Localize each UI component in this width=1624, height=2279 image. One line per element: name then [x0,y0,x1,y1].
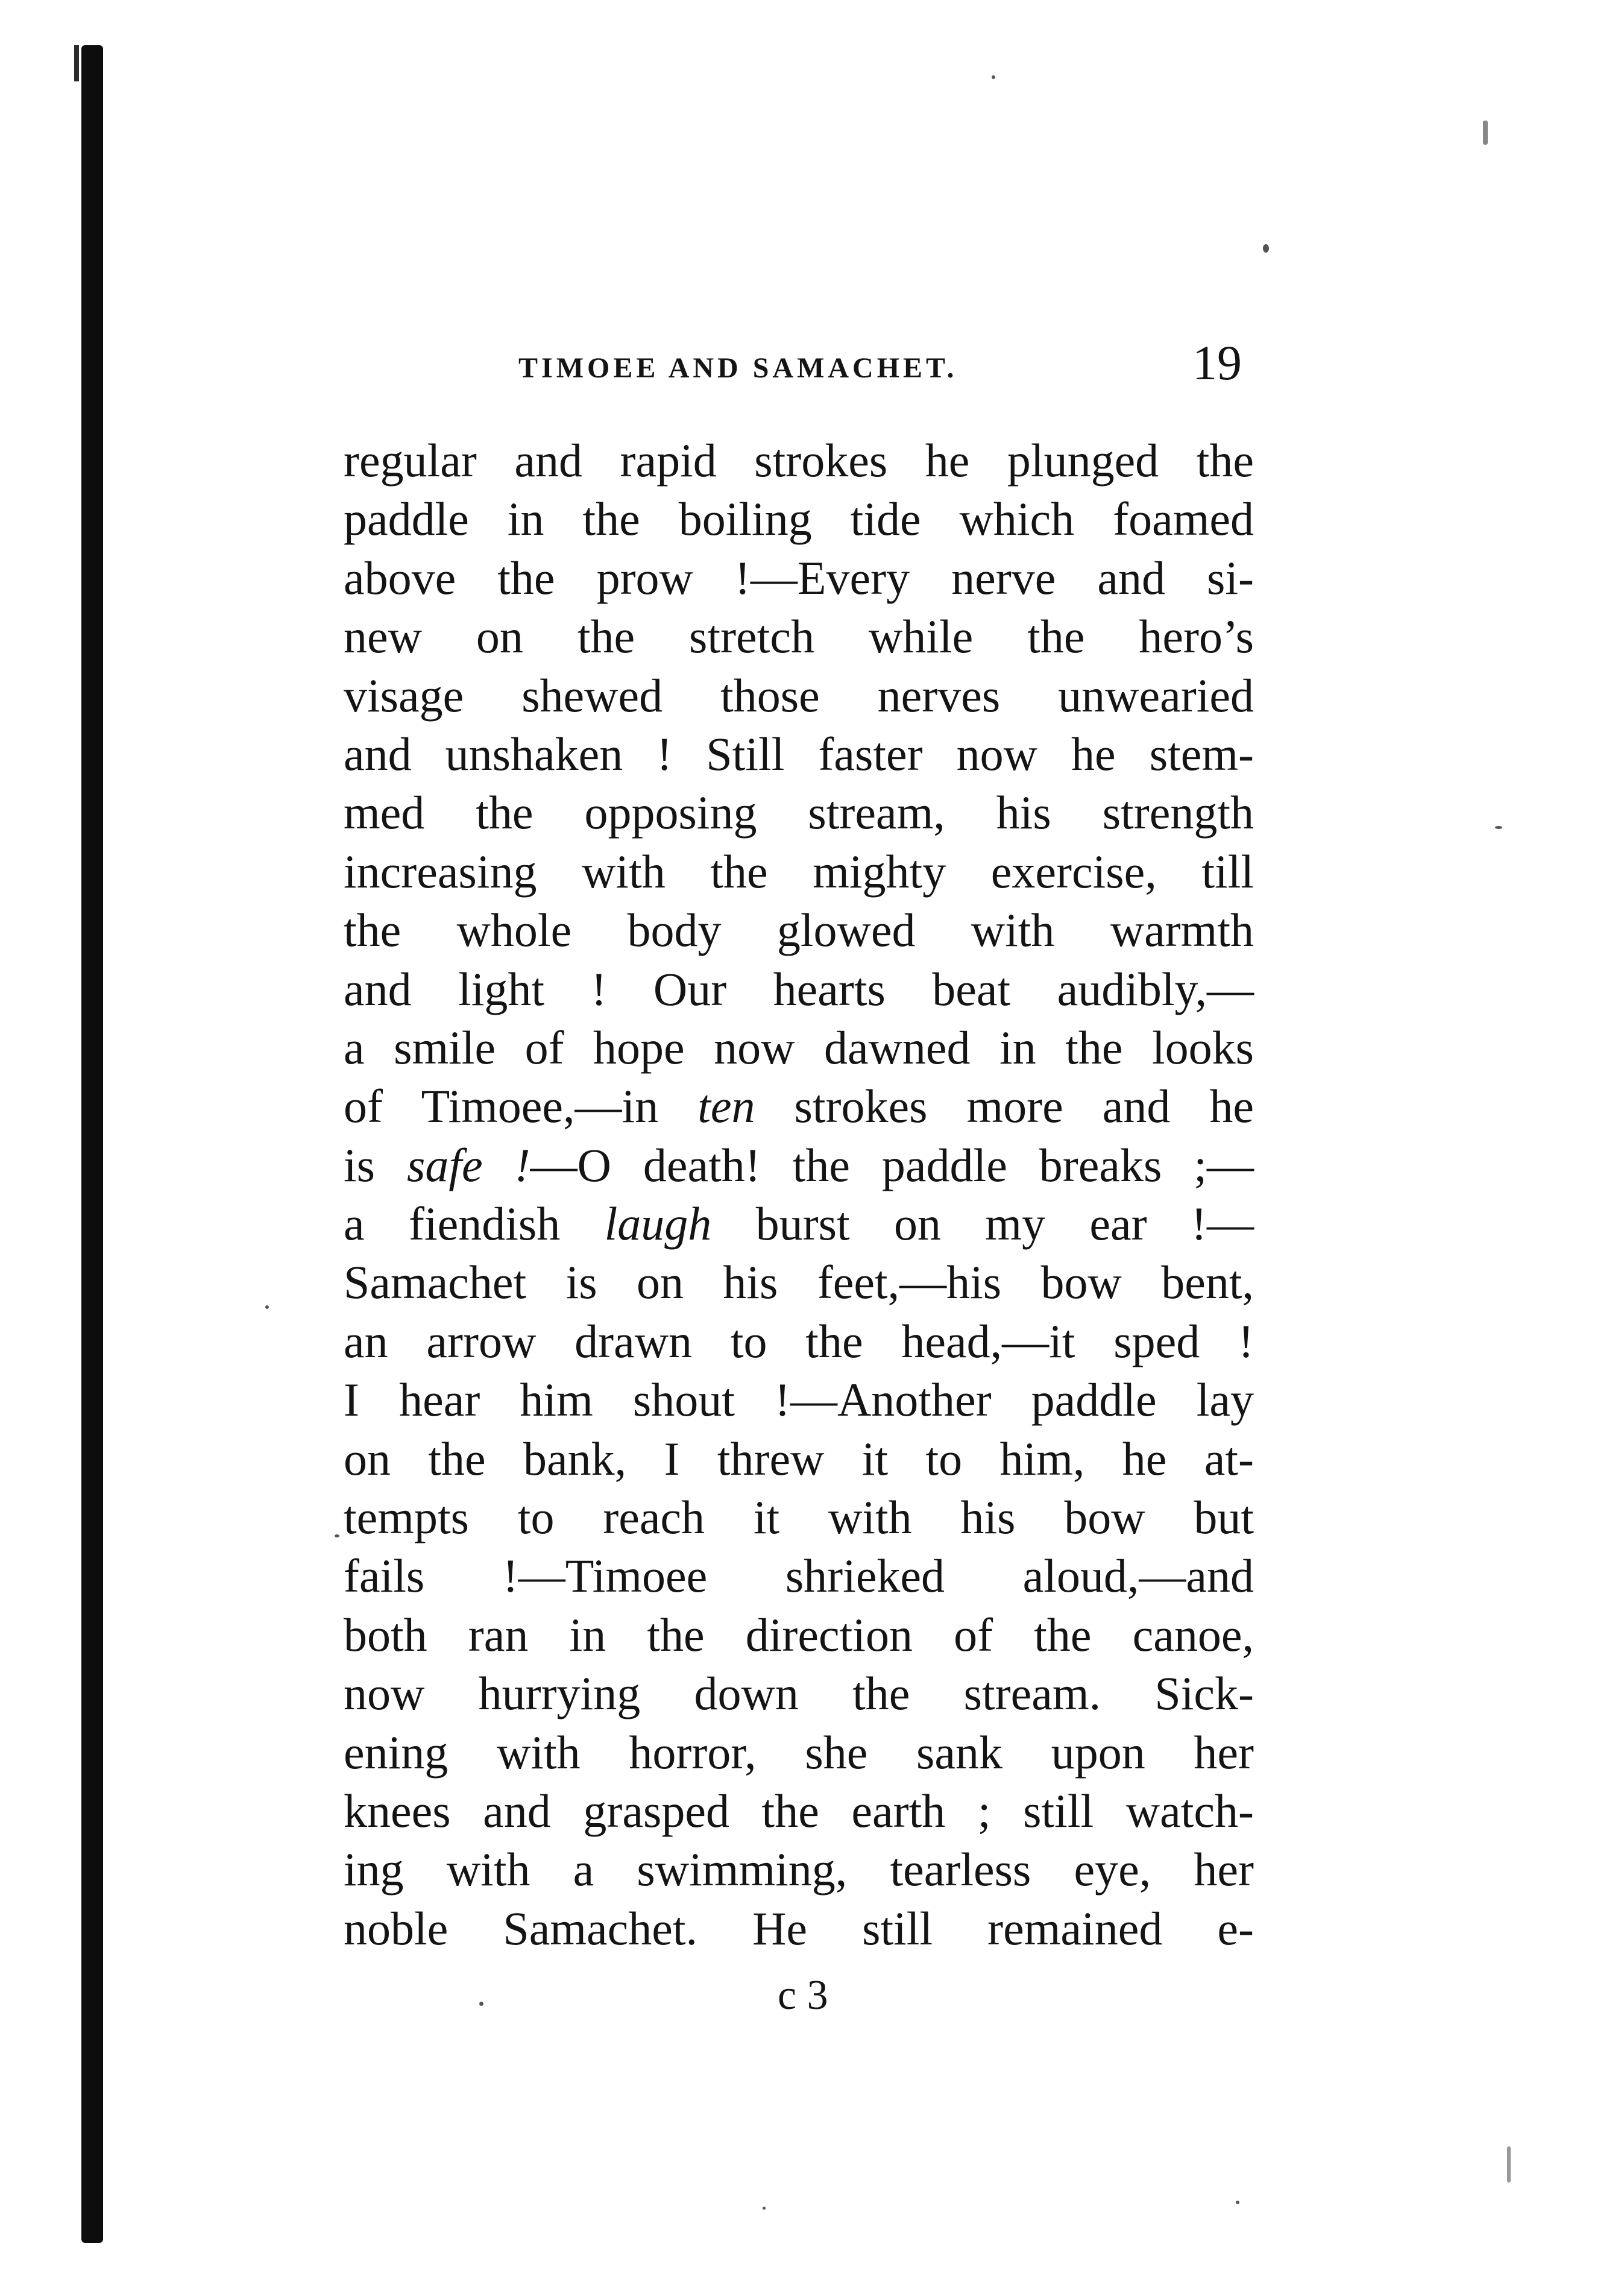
text-segment: both ran in the direction of the canoe, [344,1608,1254,1661]
text-line [344,431,1254,490]
text-line [344,1253,1254,1311]
text-line [344,1840,1254,1899]
scan-speck [335,1534,339,1537]
text-line [344,1370,1254,1429]
text-line [344,490,1254,548]
text-segment: of Timoee,—in [344,1080,698,1133]
scan-speck [1483,121,1488,145]
text-segment: visage shewed those nerves unwearied [344,669,1254,722]
text-line [344,1782,1254,1840]
text-line [344,1899,1254,1958]
text-segment: the whole body glowed with warmth [344,904,1254,957]
text-line [344,901,1254,959]
italic-text: safe ! [406,1138,530,1191]
page-header [458,329,1242,395]
text-segment: and light ! Our hearts beat audibly,— [344,962,1254,1015]
italic-text: laugh [604,1197,712,1250]
text-segment: is [344,1138,407,1191]
text-line [344,842,1254,901]
text-line [344,1136,1254,1194]
scan-speck [1236,2201,1239,2204]
scan-speck [479,2002,483,2006]
text-segment: noble Samachet. He still remained e- [344,1902,1254,1955]
text-line [344,549,1254,607]
text-line [344,1194,1254,1253]
text-segment: an arrow drawn to the head,—it sped ! [344,1314,1254,1367]
scan-speck [1507,2146,1511,2183]
scan-speck [763,2207,766,2210]
text-segment: burst on my ear !— [711,1197,1254,1250]
text-segment: paddle in the boiling tide which foamed [344,493,1254,546]
text-segment: above the prow !—Every nerve and si- [344,551,1254,604]
text-segment: now hurrying down the stream. Sick- [344,1667,1254,1720]
scan-speck [1263,244,1269,253]
text-segment: fails !—Timoee shrieked aloud,—and [344,1549,1254,1603]
text-line [344,666,1254,725]
text-segment: new on the stretch while the hero’s [344,610,1254,663]
page-number: 19 [1192,335,1242,390]
text-line [344,783,1254,842]
text-segment: increasing with the mighty exercise, till [344,845,1254,898]
text-line [344,1546,1254,1605]
text-segment: tempts to reach it with his bow but [344,1491,1254,1544]
text-line [344,1018,1254,1077]
text-segment: a fiendish [344,1197,605,1250]
text-line [344,960,1254,1018]
text-line [344,1723,1254,1782]
scan-speck [992,75,995,79]
binding-edge [81,45,103,2243]
text-segment: —O death! the paddle breaks ;— [530,1138,1254,1191]
scan-speck [1495,826,1502,829]
text-segment: a smile of hope now dawned in the looks [344,1021,1254,1074]
text-line [344,1488,1254,1546]
text-segment: on the bank, I threw it to him, he at- [344,1432,1254,1485]
text-line [344,1312,1254,1370]
text-segment: Samachet is on his feet,—his bow bent, [344,1256,1254,1309]
text-segment: regular and rapid strokes he plunged the [344,434,1254,487]
text-segment: strokes more and he [755,1080,1254,1133]
text-line [344,1606,1254,1664]
text-segment: med the opposing stream, his strength [344,786,1254,839]
body-text [344,431,1254,1958]
text-segment: ening with horror, she sank upon her [344,1726,1254,1779]
text-segment: and unshaken ! Still faster now he stem- [344,727,1254,780]
text-segment: knees and grasped the earth ; still watch- [344,1784,1254,1837]
italic-text: ten [697,1080,755,1133]
text-line [344,1429,1254,1488]
text-segment: I hear him shout !—Another paddle lay [344,1373,1254,1426]
text-segment: ing with a swimming, tearless eye, her [344,1843,1254,1896]
scan-speck [265,1305,269,1309]
text-line [344,1077,1254,1135]
signature-mark: c 3 [778,1972,828,2019]
text-line [344,1664,1254,1723]
running-head: TIMOEE AND SAMACHET. [518,352,958,384]
text-line [344,607,1254,666]
text-line [344,725,1254,783]
